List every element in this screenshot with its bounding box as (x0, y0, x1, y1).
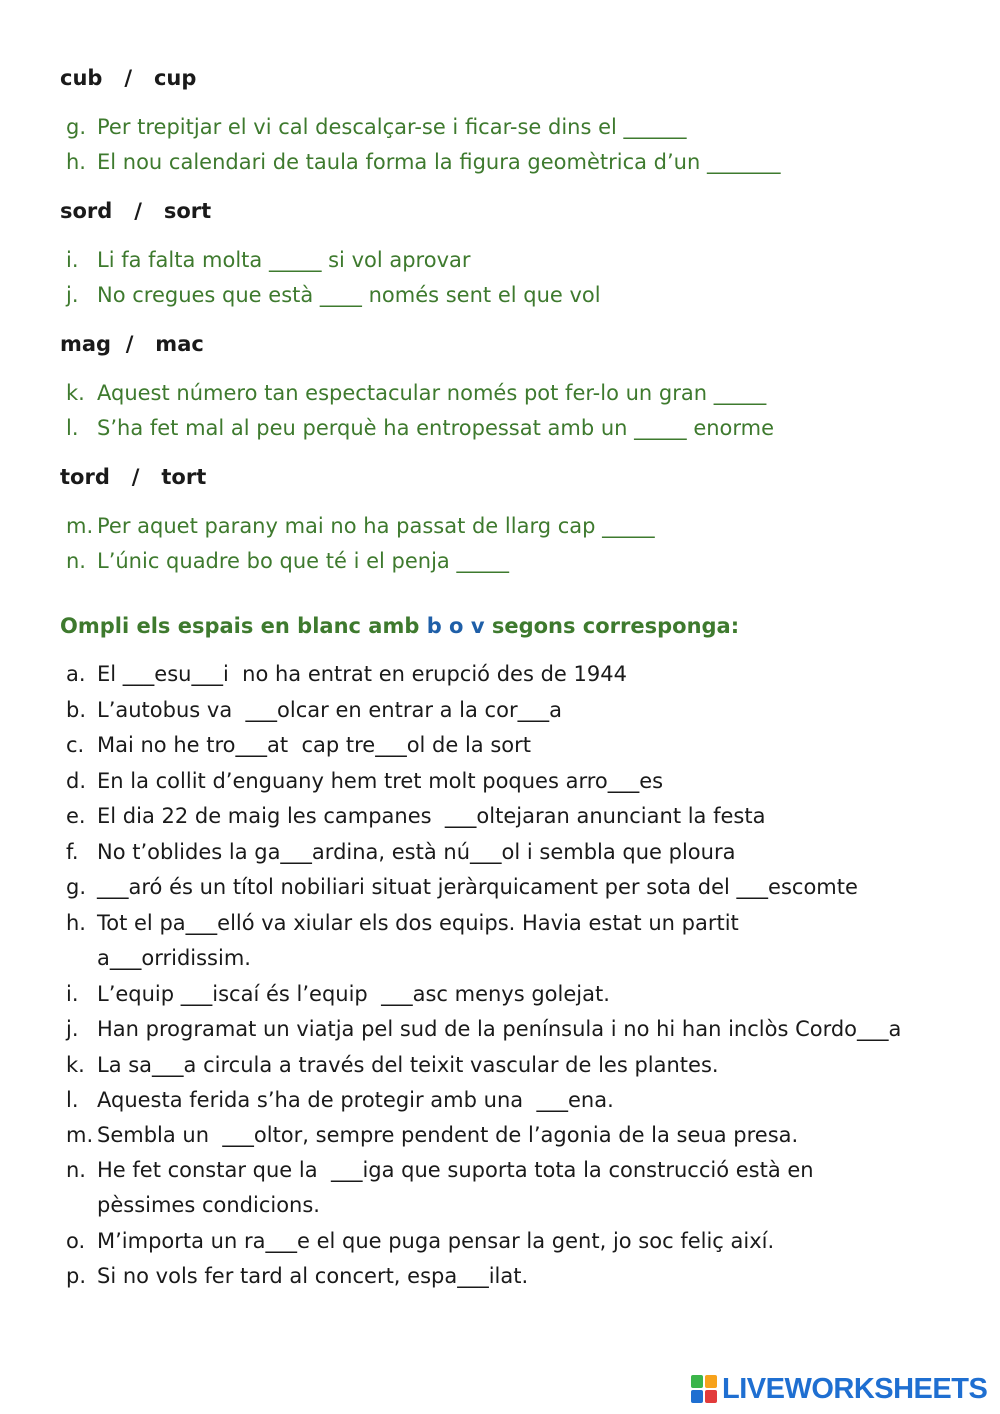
section-title (60, 614, 739, 638)
item-letter: i. (66, 248, 79, 272)
fill-item-continuation: pèssimes condicions. (97, 1193, 320, 1217)
fill-item (66, 733, 531, 757)
fill-item (66, 1158, 814, 1182)
fill-item (66, 769, 663, 793)
item-letter: k. (66, 381, 85, 405)
fill-item (66, 1017, 901, 1041)
item-text: Mai no he tro___at cap tre___ol de la sort (97, 733, 532, 757)
fill-item (66, 1229, 774, 1253)
fill-item (66, 1088, 614, 1112)
item-letter: l. (66, 416, 79, 440)
item-letter: n. (66, 1158, 86, 1182)
item-letter: c. (66, 733, 85, 757)
item-letter: d. (66, 769, 87, 793)
item-text: La sa___a circula a través del teixit vascular de les plantes. (97, 1053, 719, 1077)
item-letter: e. (66, 804, 86, 828)
item-text: En la collit d’enguany hem tret molt poques arro___es (97, 769, 664, 793)
fill-item (66, 1264, 528, 1288)
exercise-item (66, 416, 774, 440)
item-text: Han programat un viatja pel sud de la península i no hi han inclòs Cordo___a (97, 1017, 902, 1041)
item-text: No t’oblides la ga___ardina, està nú___ol i sembla que ploura (97, 840, 736, 864)
item-text: Per aquet parany mai no ha passat de llarg cap _____ (97, 514, 655, 538)
item-letter: j. (66, 1017, 79, 1041)
item-text: Si no vols fer tard al concert, espa___ilat. (97, 1264, 529, 1288)
exercise-item (66, 283, 601, 307)
section-title-rest: segons corresponga: (484, 614, 740, 638)
section-title-b: b (426, 614, 442, 638)
item-text: Sembla un ___oltor, sempre pendent de l’agonia de la seua presa. (97, 1123, 799, 1147)
group-heading: cub / cup (60, 66, 197, 90)
exercise-item (66, 115, 687, 139)
fill-item (66, 698, 562, 722)
fill-item (66, 911, 739, 935)
item-text: S’ha fet mal al peu perquè ha entropessat amb un _____ enorme (97, 416, 775, 440)
fill-item (66, 662, 627, 686)
item-text: L’autobus va ___olcar en entrar a la cor___a (97, 698, 562, 722)
item-letter: p. (66, 1264, 87, 1288)
item-text: El ___esu___i no ha entrat en erupció des de 1944 (97, 662, 627, 686)
item-letter: g. (66, 875, 87, 899)
group-heading: tord / tort (60, 465, 207, 489)
fill-item-continuation: a___orridissim. (97, 946, 251, 970)
item-text: L’equip ___iscaí és l’equip ___asc menys golejat. (97, 982, 610, 1006)
liveworksheets-logo-icon (690, 1374, 718, 1404)
liveworksheets-logo[interactable] (690, 1372, 987, 1406)
fill-item (66, 804, 765, 828)
item-text: ___aró és un títol nobiliari situat jeràrquicament per sota del ___escomte (97, 875, 858, 899)
item-letter: j. (66, 283, 79, 307)
item-text: Aquest número tan espectacular només pot fer-lo un gran _____ (97, 381, 767, 405)
item-letter: o. (66, 1229, 86, 1253)
item-letter: f. (66, 840, 79, 864)
item-letter: m. (66, 1123, 94, 1147)
exercise-item (66, 150, 780, 174)
item-letter: h. (66, 911, 86, 935)
section-title-text: Ompli els espais en blanc amb (60, 614, 427, 638)
item-text: Tot el pa___elló va xiular els dos equips. Havia estat un partit (97, 911, 739, 935)
exercise-item (66, 381, 766, 405)
item-letter: n. (66, 549, 86, 573)
item-text: Per trepitjar el vi cal descalçar-se i ficar-se dins el ______ (97, 115, 687, 139)
fill-item (66, 840, 735, 864)
exercise-item (66, 248, 471, 272)
logo-text: LIVEWORKSHEETS (722, 1372, 988, 1405)
group-heading: sord / sort (60, 199, 212, 223)
item-text: El nou calendari de taula forma la figura geomètrica d’un _______ (97, 150, 781, 174)
fill-item (66, 875, 858, 899)
item-letter: i. (66, 982, 79, 1006)
item-letter: l. (66, 1088, 79, 1112)
item-text: No cregues que està ____ només sent el que vol (97, 283, 601, 307)
item-text: M’importa un ra___e el que puga pensar la gent, jo soc feliç així. (97, 1229, 775, 1253)
item-letter: a. (66, 662, 86, 686)
fill-item (66, 1123, 798, 1147)
item-text: Li fa falta molta _____ si vol aprovar (97, 248, 471, 272)
item-letter: m. (66, 514, 94, 538)
item-letter: b. (66, 698, 87, 722)
item-letter: k. (66, 1053, 85, 1077)
item-letter: g. (66, 115, 87, 139)
item-text: L’únic quadre bo que té i el penja _____ (97, 549, 509, 573)
section-title-v: v (470, 614, 485, 638)
section-title-o: o (441, 614, 471, 638)
fill-item (66, 1053, 719, 1077)
item-text: Aquesta ferida s’ha de protegir amb una ___ena. (97, 1088, 614, 1112)
exercise-item (66, 514, 655, 538)
item-text: He fet constar que la ___iga que suporta tota la construcció està en (97, 1158, 814, 1182)
item-text: El dia 22 de maig les campanes ___oltejaran anunciant la festa (97, 804, 766, 828)
item-letter: h. (66, 150, 86, 174)
fill-item (66, 982, 610, 1006)
group-heading: mag / mac (60, 332, 204, 356)
exercise-item (66, 549, 509, 573)
